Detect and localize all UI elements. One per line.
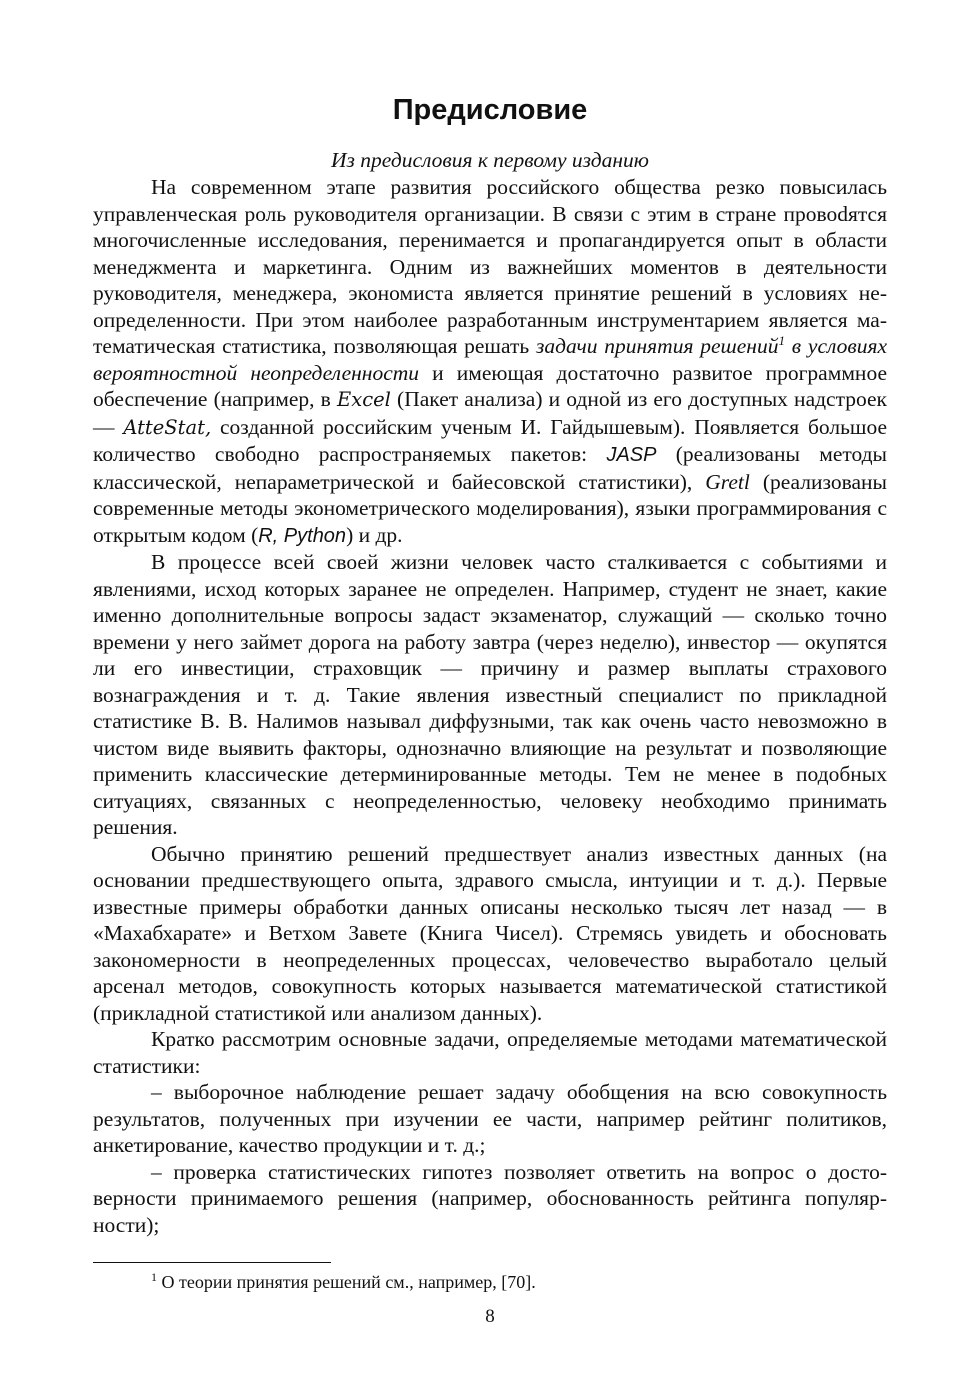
paragraph-2: В процессе всей своей жизни человек часто сталкивается с событиями и явлениями, исход которых заранее не определен. Например, студент не знает, какие именно дополнительные вопросы задаст экзаменатор, служащий — сколько точно времени у него займет дорога на работу завтра (через неделю), инвестор — окупятся ли его инвестиции, страховщик — причину и размер выплаты страхового вознаграждения и т. д. Такие явления известный специалист по прикладной статистике В. В. Налимов называл диффузными, так как очень часто невозможно в чистом виде выявить факторы, однозначно влияющие на результат и позволяющие применить классические детерминированные методы. Тем не менее в подобных ситуациях, связанных с неопределенностью, человеку необходимо принимать решения. [93, 550, 887, 839]
preface-subtitle: Из предисловия к первому изданию [331, 148, 649, 172]
text-span: (Пакет анализа) и одной из его доступных надстроек — [93, 387, 887, 439]
attestat-name: AtteStat, [123, 415, 212, 439]
text-span: На современном этапе развития российского общества резко повысилась управленческая роль руководителя организации. В связи с этим в стране провоdятся многочисленные исследования, перенимается и пропагандируется опыт в области менеджмента и маркетинга. Одним из важнейших моментов в деятельности руководителя, менеджера, экономиста является принятие решений в условиях неопределенности. При этом наиболее разработанным инструментарием является математическая статистика, позволяющая решать [93, 175, 887, 358]
page-heading: Предисловие [392, 94, 588, 126]
text-span: ) и др. [346, 522, 403, 547]
emphasis-decision-tasks: задачи принятия решений [535, 334, 779, 358]
footnote-mark: 1 [151, 1270, 157, 1284]
list-item-sampling: – выборочное наблюдение решает задачу обобщения на всю совокупность результатов, полученных при изучении ее части, например рейтинг политиков, анкетирование, качество продукции и т. д.; [93, 1080, 887, 1157]
paragraph-1 [93, 174, 887, 549]
main-text [93, 174, 887, 1238]
list-item-hypothesis: – проверка статистических гипотез позволяет ответить на вопрос о достоверности принимаемого решения (например, обоснованность рейтинга популярности); [93, 1159, 887, 1237]
jasp-name: JASP [606, 444, 657, 466]
footnote-text: О теории принятия решений см., например, [70]. [157, 1272, 536, 1292]
text-span: созданной российским ученым И. Гайдышевым). Появляется большое количество свободно распространяемых пакетов: [93, 414, 888, 466]
paragraph-4: Кратко рассмотрим основные задачи, определяемые методами математической статистики: [93, 1027, 887, 1078]
text-span: (реализованы современные методы эконометрического моделирования), языки программирования с открытым кодом ( [93, 469, 887, 547]
footnote-divider [93, 1262, 331, 1263]
r-python-names: R, Python [258, 524, 347, 547]
text-span: и имеющая достаточно развитое программное обеспечение (например, в [93, 360, 887, 411]
gretl-name: Gretl [705, 469, 750, 494]
footnote-reference[interactable]: 1 [778, 332, 785, 348]
excel-name: Excel [336, 388, 391, 411]
text-span: (реализованы методы классической, непараметрической и байесовской статистики), [93, 442, 887, 494]
paragraph-3: Обычно принятию решений предшествует анализ известных данных (на основании предшествующего опыта, здравого смысла, интуиции и т. д.). Первые известные примеры обработки данных описаны несколько тысяч лет назад — в «Махабхарате» и Ветхом Завете (Книга Чисел). Стремясь увидеть и обосновать закономерности в неопределенных процессах, человечество выработало целый арсенал методов, совокупность которых называется математической статистикой (прикладной статистикой или анализом данных). [93, 841, 887, 1025]
emphasis-uncertainty: в условиях вероятностной неопределенности [93, 334, 887, 385]
footnote [151, 1270, 887, 1294]
page-number: 8 [485, 1306, 495, 1327]
